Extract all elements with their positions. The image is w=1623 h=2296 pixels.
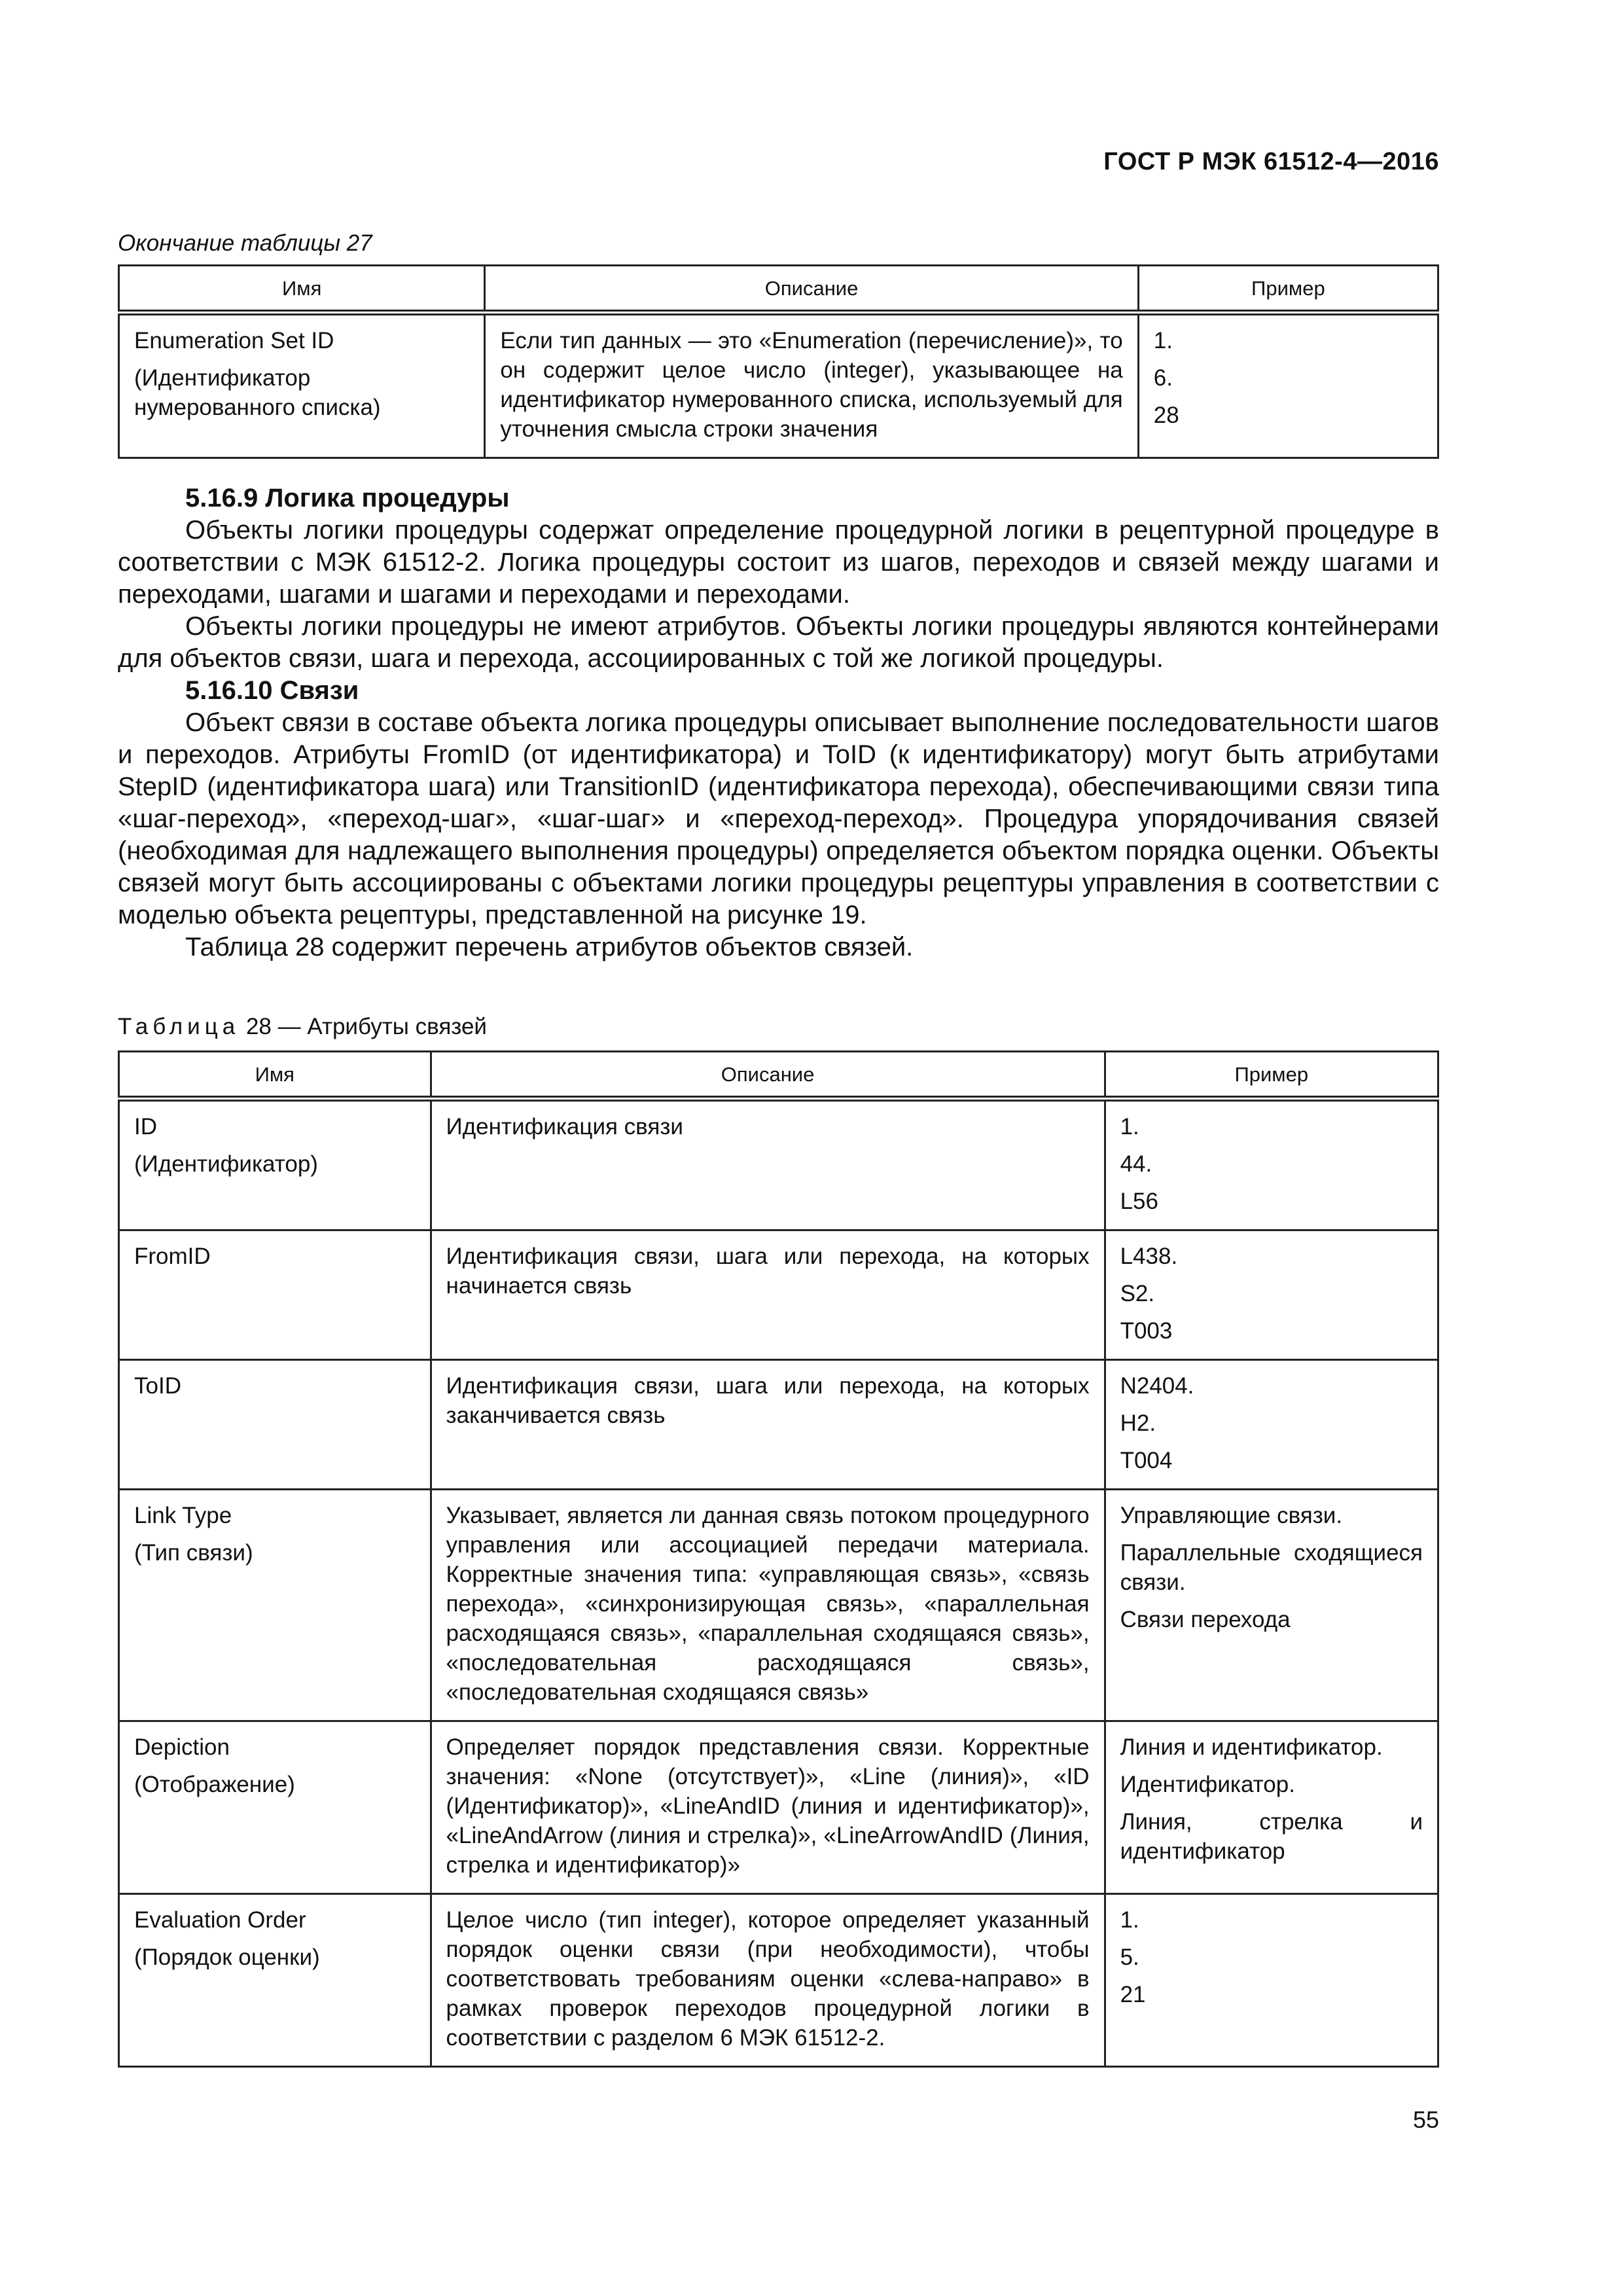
cell-example: 1. 5. 21 xyxy=(1105,1894,1438,2067)
cell-name: ToID xyxy=(119,1360,431,1490)
paragraph: Объекты логики процедуры не имеют атрибутов. Объекты логики процедуры являются контейнерами для объектов связи, шага и перехода, ассоциированных с той же логикой процедуры. xyxy=(118,612,1439,673)
col-header-description: Описание xyxy=(431,1052,1105,1099)
cell-description: Целое число (тип integer), которое определяет указанный порядок оценки связи (при необходимости), чтобы соответствовать требованиям оценки «слева-направо» в рамках проверок переходов процедурной логики в соответствии с разделом 6 МЭК 61512-2. xyxy=(431,1894,1105,2067)
cell-example: L438. S2. T003 xyxy=(1105,1230,1438,1360)
paragraph: Объекты логики процедуры содержат определение процедурной логики в рецептурной процедуре в соответствии с МЭК 61512-2. Логика процедуры состоит из шагов, переходов и связей между шагами и переходами, шагами и шагами и переходами и переходами. xyxy=(118,516,1439,609)
document-header: ГОСТ Р МЭК 61512-4—2016 xyxy=(1103,148,1439,175)
cell-description: Определяет порядок представления связи. Корректные значения: «None (отсутствует)», «Line (линия)», «ID (Идентификатор)», «LineAndID (линия и идентификатор)», «LineAndArrow (линия и стрелка)», «LineArrowAndID (Линия, стрелка и идентификатор)» xyxy=(431,1721,1105,1894)
table-row xyxy=(119,1721,1438,1894)
section-heading-5-16-10: 5.16.10 Связи xyxy=(185,676,359,705)
cell-description: Идентификация связи, шага или перехода, на которых заканчивается связь xyxy=(431,1360,1105,1490)
col-header-description: Описание xyxy=(485,266,1138,313)
paragraph: Таблица 28 содержит перечень атрибутов объектов связей. xyxy=(185,933,914,961)
page-number: 55 xyxy=(1412,2106,1439,2133)
cell-name: FromID xyxy=(119,1230,431,1360)
cell-name: Link Type (Тип связи) xyxy=(119,1490,431,1721)
cell-example: 1. 6. 28 xyxy=(1138,313,1438,458)
col-header-example: Пример xyxy=(1105,1052,1438,1099)
table28-caption-label: Таблица xyxy=(118,1014,240,1039)
paragraph: Объект связи в составе объекта логика процедуры описывает выполнение последовательности шагов и переходов. Атрибуты FromID (от идентификатора) и ToID (к идентификатору) могут быть атрибутами StepID (идентификатора шага) или TransitionID (идентификатора перехода), обеспечивающими связи типа «шаг-переход», «переход-шаг», «шаг-шаг» и «переход-переход». Процедура упорядочивания связей (необходимая для надлежащего выполнения процедуры) определяется объектом порядка оценки. Объекты связей могут быть ассоциированы с объектами логики процедуры рецептуры управления в соответствии с моделью объекта рецептуры, представленной на рисунке 19. xyxy=(118,708,1439,929)
table-row xyxy=(119,313,1438,458)
cell-description: Идентификация связи, шага или перехода, на которых начинается связь xyxy=(431,1230,1105,1360)
table-27 xyxy=(118,264,1439,459)
table27-caption: Окончание таблицы 27 xyxy=(118,230,372,256)
body-text xyxy=(118,482,1439,963)
cell-description: Идентификация связи xyxy=(431,1099,1105,1230)
col-header-name: Имя xyxy=(119,266,485,313)
table-row xyxy=(119,1360,1438,1490)
table28-caption-text: 28 — Атрибуты связей xyxy=(245,1014,487,1039)
cell-name: ID (Идентификатор) xyxy=(119,1099,431,1230)
table-28 xyxy=(118,1050,1439,2068)
cell-description: Указывает, является ли данная связь потоком процедурного управления или ассоциацией передачи материала. Корректные значения типа: «управляющая связь», «связь перехода», «синхронизирующая связь», «параллельная расходящаяся связь», «параллельная сходящаяся связь», «последовательная расходящаяся связь», «последовательная сходящаяся связь» xyxy=(431,1490,1105,1721)
table-row xyxy=(119,1230,1438,1360)
table28-caption xyxy=(118,1014,487,1040)
col-header-example: Пример xyxy=(1138,266,1438,313)
table-row xyxy=(119,1490,1438,1721)
cell-name: Enumeration Set ID (Идентификатор нумерованного списка) xyxy=(119,313,485,458)
cell-description: Если тип данных — это «Enumeration (перечисление)», то он содержит целое число (integer), указывающее на идентификатор нумерованного списка, используемый для уточнения смысла строки значения xyxy=(485,313,1138,458)
cell-name: Evaluation Order (Порядок оценки) xyxy=(119,1894,431,2067)
section-heading-5-16-9: 5.16.9 Логика процедуры xyxy=(185,484,510,512)
cell-example: N2404. H2. T004 xyxy=(1105,1360,1438,1490)
cell-example: 1. 44. L56 xyxy=(1105,1099,1438,1230)
cell-example: Линия и идентификатор. Идентификатор. Линия, стрелка и идентификатор xyxy=(1105,1721,1438,1894)
cell-name: Depiction (Отображение) xyxy=(119,1721,431,1894)
col-header-name: Имя xyxy=(119,1052,431,1099)
cell-example: Управляющие связи. Параллельные сходящиеся связи. Связи перехода xyxy=(1105,1490,1438,1721)
table-row xyxy=(119,1099,1438,1230)
table-row xyxy=(119,1894,1438,2067)
